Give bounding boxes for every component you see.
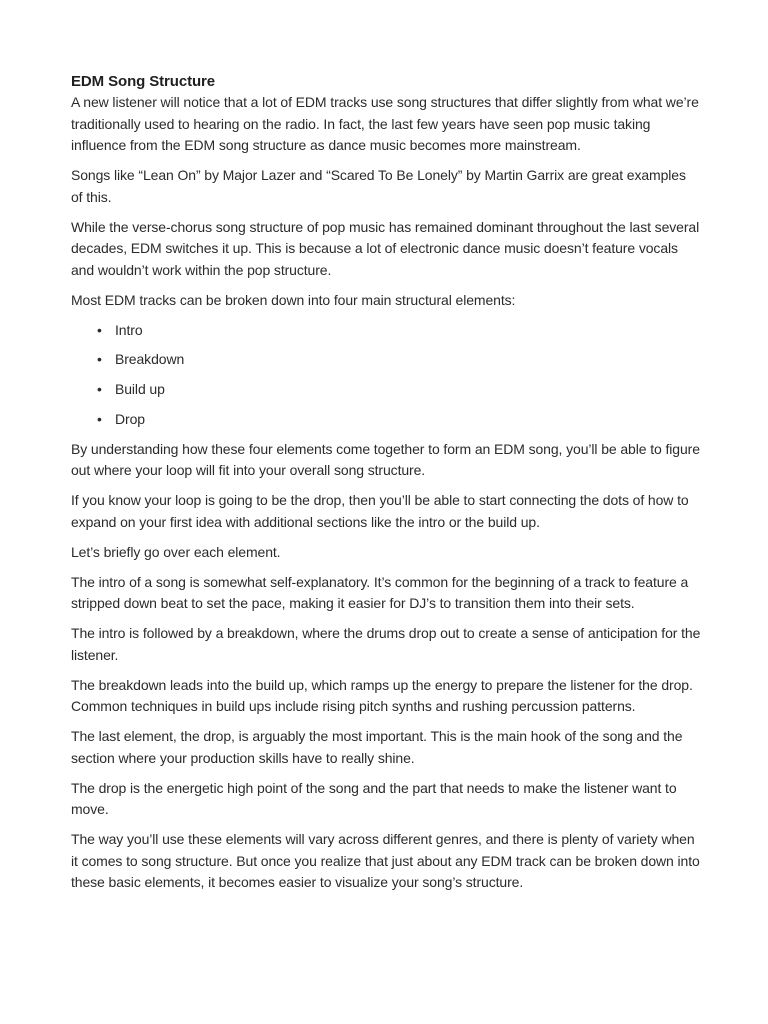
paragraph: Songs like “Lean On” by Major Lazer and “Scared To Be Lonely” by Martin Garrix are great examples of this. xyxy=(71,167,686,205)
paragraph: If you know your loop is going to be the drop, then you’ll be able to start connecting the dots of how to expand on your first idea with additional sections like the intro or the build up. xyxy=(71,492,689,530)
paragraph: The drop is the energetic high point of the song and the part that needs to make the listener want to move. xyxy=(71,779,677,818)
paragraph: The intro is followed by a breakdown, where the drums drop out to create a sense of anticipation for the listener. xyxy=(71,625,701,663)
list-item xyxy=(97,349,701,371)
paragraph: While the verse-chorus song structure of pop music has remained dominant throughout the last several decades, EDM switches it up. This is because a lot of electronic dance music doesn’t feature vocals and wouldn’t work within the pop structure. xyxy=(71,218,700,278)
list-item-label: Drop xyxy=(115,410,145,427)
document-title: EDM Song Structure xyxy=(71,73,216,90)
structural-elements-list xyxy=(71,320,701,431)
bullet-icon: • xyxy=(97,381,102,398)
paragraph: The breakdown leads into the build up, which ramps up the energy to prepare the listener for the drop. Common techniques in build ups include rising pitch synths and rushing percussion patterns. xyxy=(71,676,693,715)
paragraph: The last element, the drop, is arguably the most important. This is the main hook of the song and the section where your production skills have to really shine. xyxy=(71,728,683,766)
bullet-icon: • xyxy=(97,410,102,427)
list-item xyxy=(97,320,701,342)
paragraph: A new listener will notice that a lot of EDM tracks use song structures that differ slightly from what we’re traditionally used to hearing on the radio. In fact, the last few years have seen pop music taking influence from the EDM song structure as dance music becomes more mainstream. xyxy=(71,94,699,153)
paragraph: The way you’ll use these elements will vary across different genres, and there is plenty of variety when it comes to song structure. But once you realize that just about any EDM track can be broken down into these basic elements, it becomes easier to visualize your song’s structure. xyxy=(71,831,700,891)
bullet-icon: • xyxy=(97,321,102,338)
list-item-label: Build up xyxy=(115,381,165,398)
list-item xyxy=(97,409,701,431)
paragraph: The intro of a song is somewhat self-explanatory. It’s common for the beginning of a track to feature a stripped down beat to set the pace, making it easier for DJ’s to transition them into their sets. xyxy=(71,573,689,612)
paragraph: By understanding how these four elements come together to form an EDM song, you’ll be able to figure out where your loop will fit into your overall song structure. xyxy=(71,440,700,479)
list-item-label: Intro xyxy=(115,321,143,338)
bullet-icon: • xyxy=(97,351,102,368)
list-item-label: Breakdown xyxy=(115,351,185,368)
paragraph: Let’s briefly go over each element. xyxy=(71,543,281,560)
document-page xyxy=(71,71,701,902)
paragraph: Most EDM tracks can be broken down into four main structural elements: xyxy=(71,291,516,308)
list-item xyxy=(97,379,701,401)
